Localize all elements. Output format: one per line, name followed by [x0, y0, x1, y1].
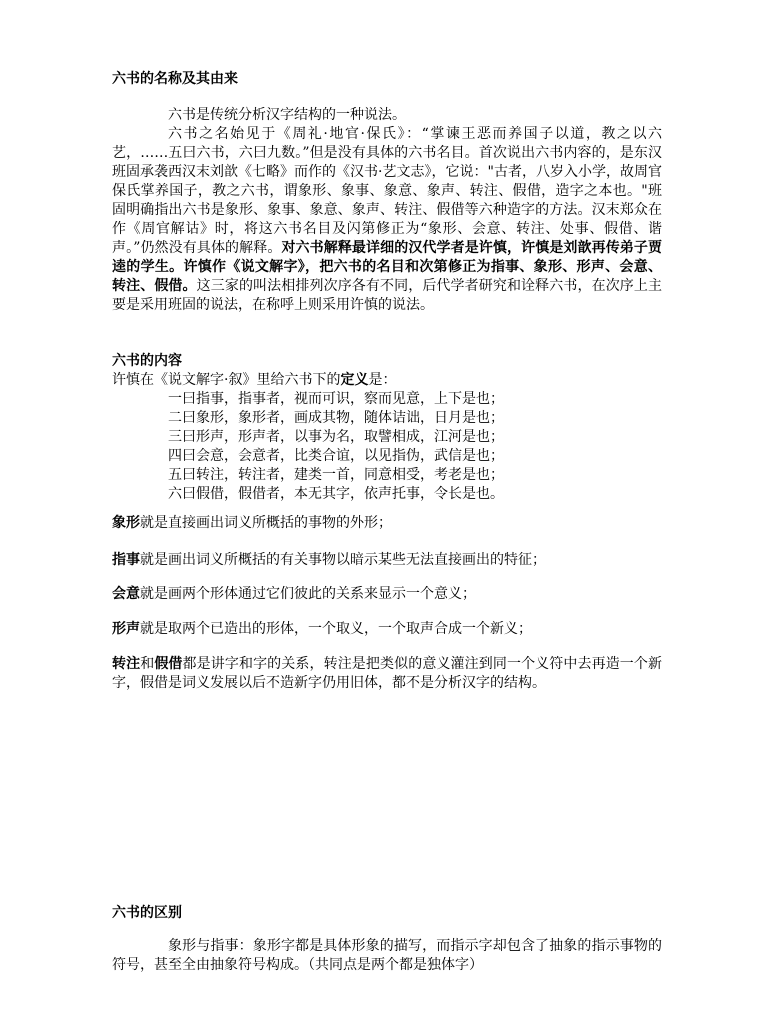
- section-title-content: 六书的内容: [112, 353, 182, 369]
- definition-keyword: 定义: [340, 372, 369, 388]
- history-text: 六书之名始见于《周礼·地官·保氏》：“掌谏王恶而养国子以道，教之以六艺，……五曰六书，六曰九数。”但是没有具体的六书名目。首次说出六书内容的，是东汉班固承袭西汉末刘歆《七略》而作的《汉书·艺文志》，它说："古者，八岁入小学，故周官保氏掌养国子，教之六书，谓象形、象事、象意、象声、转注、假借，造字之本也。"班固明确指出六书是象形、象事、象意、象声、转注、假借等六种造字的方法。汉末郑众在作《周官解诂》时，将这六书名目及闪第修正为“象形、会意、转注、处事、假借、谐声。”仍然没有具体的解释。: [112, 126, 662, 256]
- definition-list: [112, 390, 662, 504]
- history-bold-text: 对六书解释最详细的汉代学者是许慎，许慎是刘歆再传弟子贾逵的学生。许慎作《说文解字》，把六书的名目和次第修正为指事、象形、形声、会意、转注、假借。: [112, 240, 662, 294]
- term-label: 转注: [112, 656, 141, 672]
- term-label: 象形: [112, 515, 140, 531]
- term-description: 就是画出词义所概括的有关事物以暗示某些无法直接画出的特征；: [140, 552, 546, 568]
- definition-intro: [112, 371, 662, 390]
- term-label: 会意: [112, 586, 140, 602]
- section-title-origin: 六书的名称及其由来: [112, 71, 238, 87]
- term-label: 假借: [154, 656, 183, 672]
- definition-item: 三曰形声，形声者，以事为名，取譬相成，江河是也；: [168, 429, 504, 445]
- section-origin-body: [112, 106, 662, 315]
- term-compound: [112, 585, 662, 604]
- paragraph-history: [112, 125, 662, 315]
- term-transfer-borrow: [112, 655, 662, 693]
- definition-intro-text: 许慎在《说文解字·叙》里给六书下的: [112, 372, 341, 388]
- term-phonetic: [112, 620, 662, 639]
- term-pictograph: [112, 514, 662, 533]
- section-title-difference: 六书的区别: [112, 905, 182, 921]
- term-indicative: [112, 551, 662, 570]
- definition-intro-tail: 是：: [368, 372, 397, 388]
- paragraph-intro: 六书是传统分析汉字结构的一种说法。: [168, 107, 406, 123]
- paragraph-difference: 象形与指事：象形字都是具体形象的描写，而指示字却包含了抽象的指示事物的符号，甚至全由抽象符号构成。（共同点是两个都是独体字）: [112, 938, 662, 973]
- term-description: 都是讲字和字的关系，转注是把类似的意义灌注到同一个义符中去再造一个新字，假借是词义发展以后不造新字仍用旧体，都不是分析汉字的结构。: [112, 656, 663, 691]
- term-label: 形声: [112, 621, 140, 637]
- definition-item: 五曰转注，转注者，建类一首，同意相受，考老是也；: [168, 467, 504, 483]
- definition-item: 六曰假借，假借者，本无其字，依声托事，令长是也。: [168, 486, 504, 502]
- term-description: 就是直接画出词义所概括的事物的外形；: [140, 515, 392, 531]
- term-description: 就是画两个形体通过它们彼此的关系来显示一个意义；: [140, 586, 476, 602]
- term-description: 就是取两个已造出的形体，一个取义，一个取声合成一个新义；: [140, 621, 532, 637]
- term-label: 指事: [112, 552, 140, 568]
- term-connector: 和: [140, 656, 155, 672]
- definition-item: 一曰指事，指事者，视而可识，察而见意，上下是也；: [168, 391, 504, 407]
- history-tail-text: 这三家的叫法相排列次序各有不同，后代学者研究和诠释六书，在次序上主要是采用班固的说法，在称呼上则采用许慎的说法。: [112, 278, 663, 313]
- definition-item: 四曰会意，会意者，比类合谊，以见指伪，武信是也；: [168, 448, 504, 464]
- definition-item: 二曰象形，象形者，画成其物，随体诘诎，日月是也；: [168, 410, 504, 426]
- section-content-body: [112, 371, 662, 504]
